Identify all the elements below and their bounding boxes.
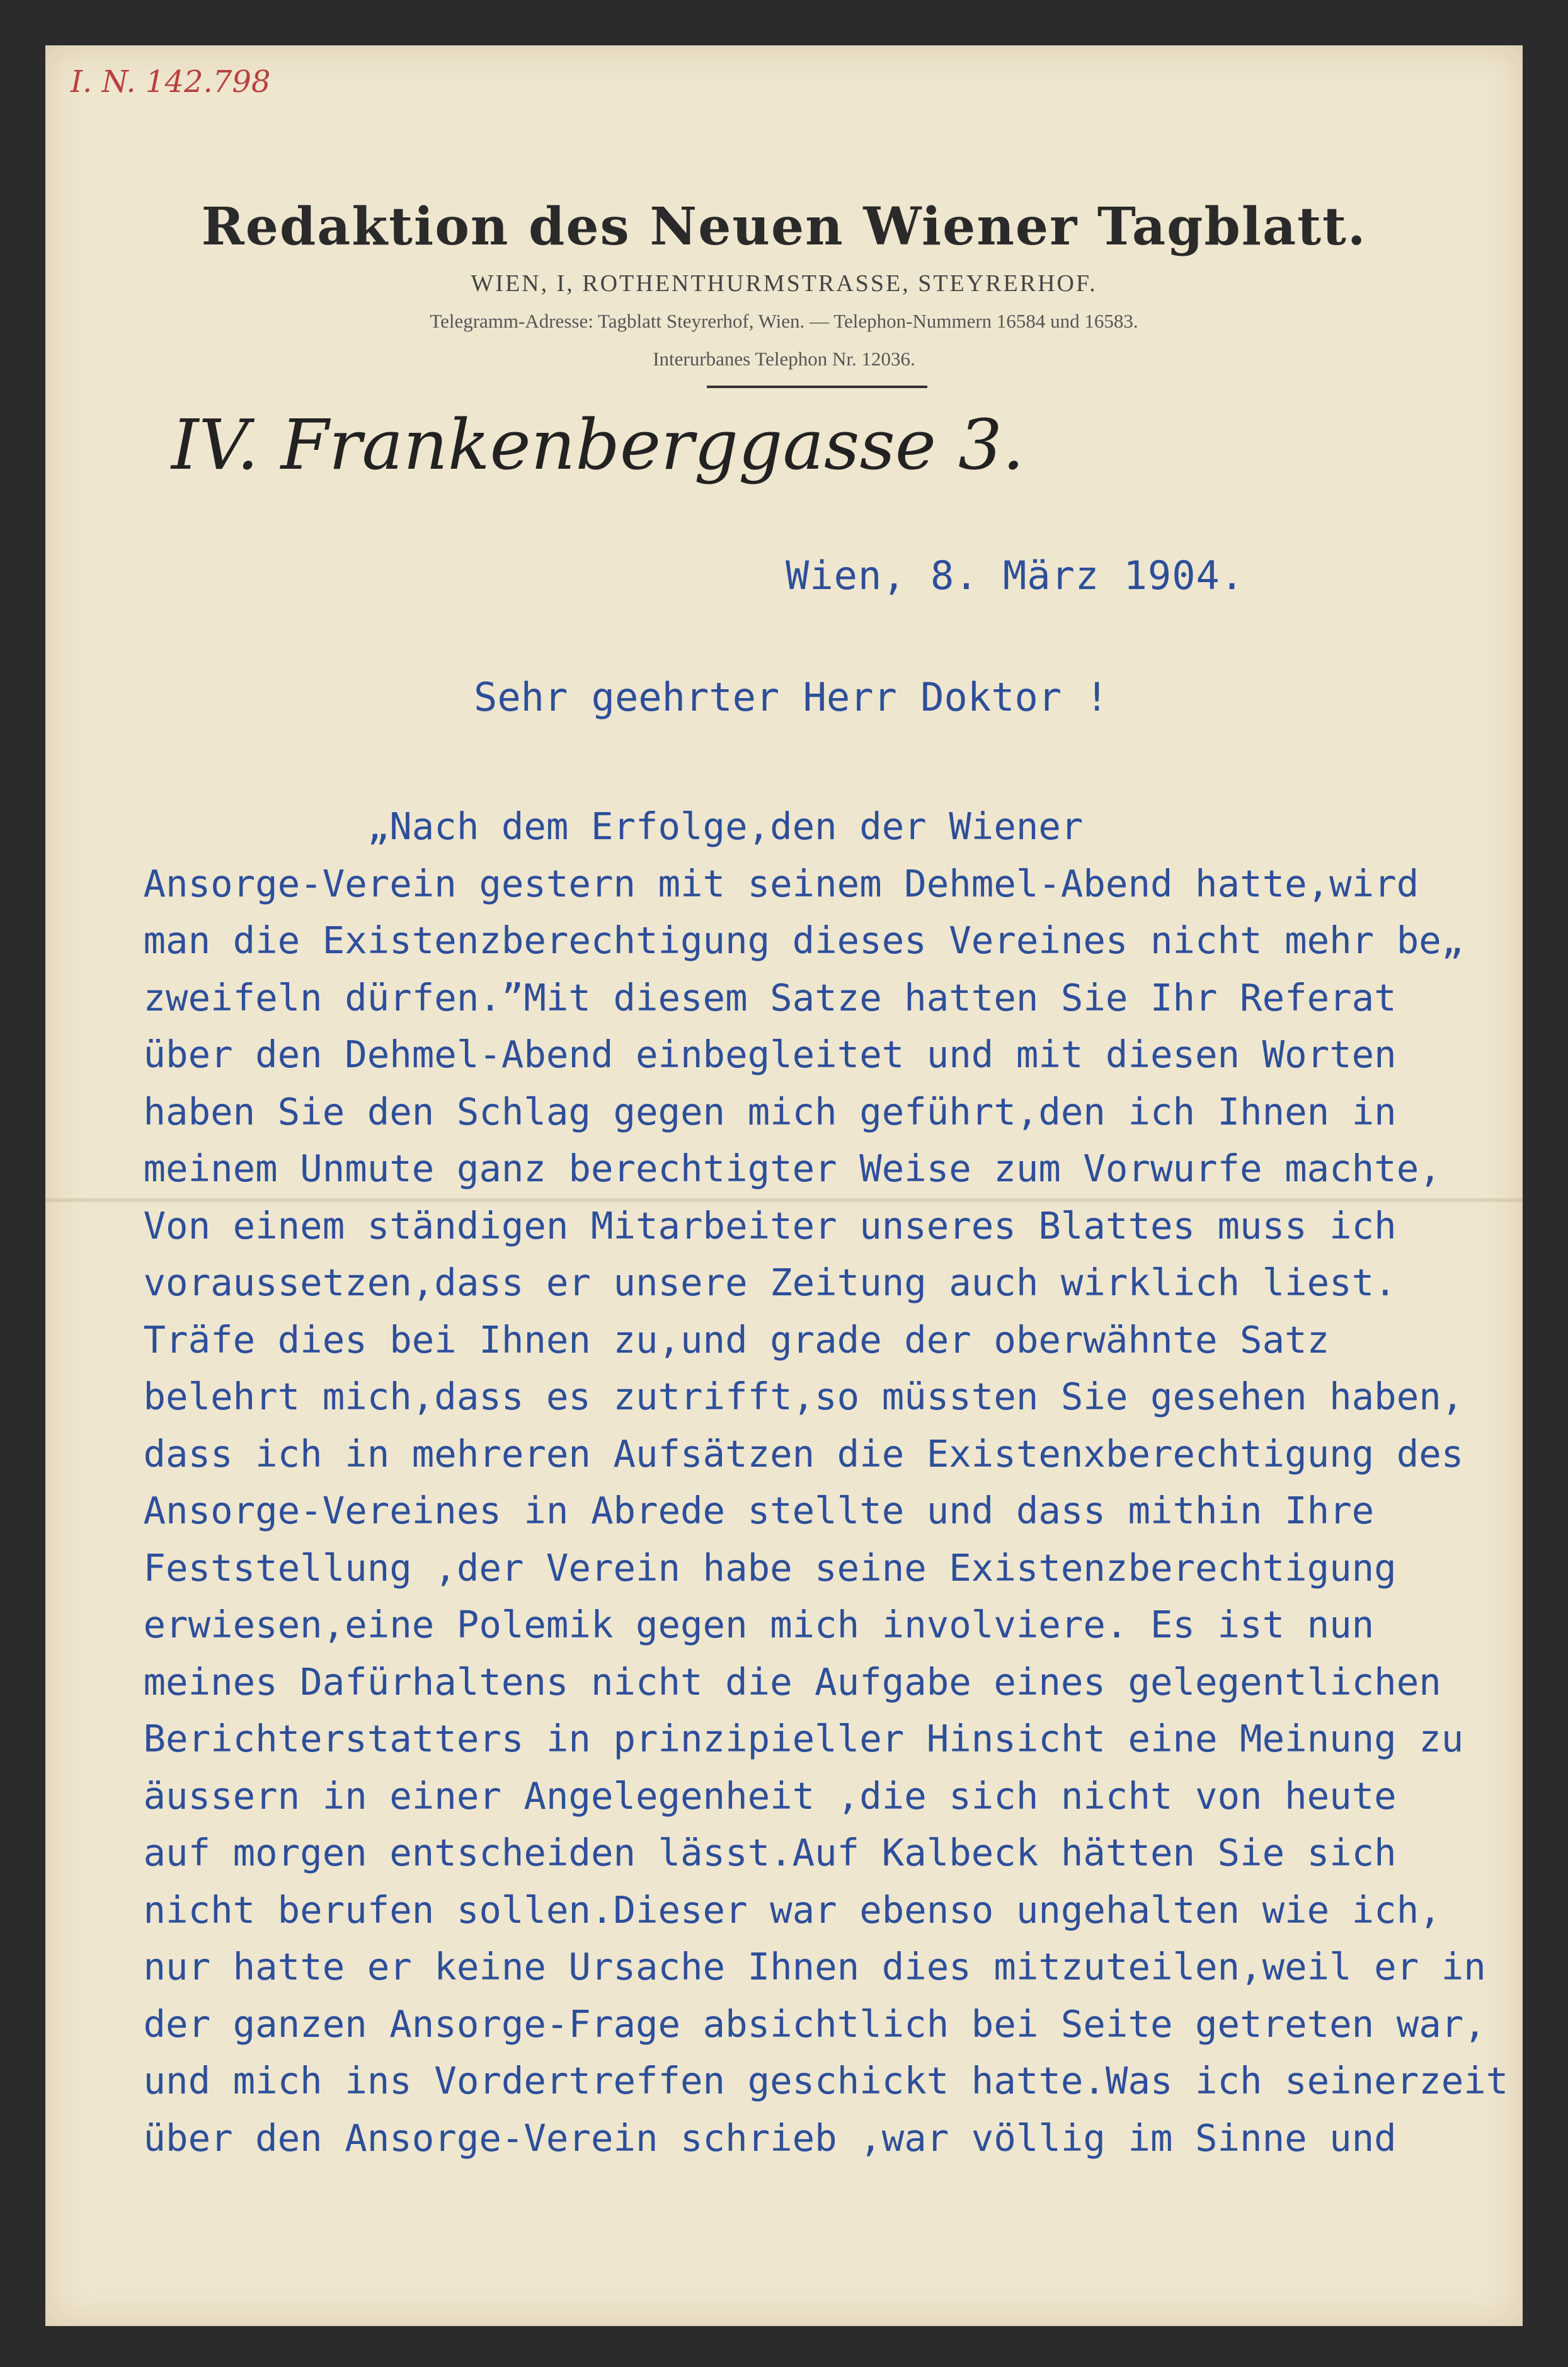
body-line: Ansorge-Verein gestern mit seinem Dehmel-Abend hatte,wird xyxy=(121,861,1419,905)
archive-mark: I. N. 142.798 xyxy=(71,64,271,100)
date-line: Wien, 8. März 1904. xyxy=(786,553,1245,599)
body-line: äussern in einer Angelegenheit ,die sich nicht von heute xyxy=(121,1774,1397,1818)
letterhead-title: Redaktion des Neuen Wiener Tagblatt. xyxy=(201,197,1367,257)
letter-page xyxy=(45,45,1523,2326)
body-line: meines Dafürhaltens nicht die Aufgabe eines gelegentlichen xyxy=(121,1659,1441,1704)
body-line: über den Dehmel-Abend einbegleitet und mit diesen Worten xyxy=(121,1033,1397,1076)
body-line: nicht berufen sollen.Dieser war ebenso ungehalten wie ich, xyxy=(121,1888,1441,1932)
body-line: der ganzen Ansorge-Frage absichtlich bei Seite getreten war, xyxy=(121,2002,1486,2046)
body-line: Berichterstatters in prinzipieller Hinsicht eine Meinung zu xyxy=(121,1717,1464,1760)
salutation: Sehr geehrter Herr Doktor ! xyxy=(474,674,1109,720)
body-line: nur hatte er keine Ursache Ihnen dies mitzuteilen,weil er in xyxy=(121,1945,1486,1988)
body-line: Träfe dies bei Ihnen zu,und grade der oberwähnte Satz xyxy=(121,1317,1330,1361)
body-line: dass ich in mehreren Aufsätzen die Existenxberechtigung des xyxy=(121,1431,1464,1476)
letter-body xyxy=(121,798,1508,2167)
body-line: Von einem ständigen Mitarbeiter unseres Blattes muss ich xyxy=(121,1203,1397,1247)
body-line: man die Existenzberechtigung dieses Vereines nicht mehr be„ xyxy=(121,919,1464,962)
body-line: auf morgen entscheiden lässt.Auf Kalbeck hätten Sie sich xyxy=(121,1831,1397,1874)
body-line: meinem Unmute ganz berechtigter Weise zum Vorwurfe machte, xyxy=(121,1147,1441,1190)
body-line: voraussetzen,dass er unsere Zeitung auch wirklich liest. xyxy=(121,1261,1397,1304)
body-line: Feststellung ,der Verein habe seine Existenzberechtigung xyxy=(121,1545,1397,1590)
body-line: haben Sie den Schlag gegen mich geführt,den ich Ihnen in xyxy=(121,1089,1397,1133)
body-line: und mich ins Vordertreffen geschickt hatte.Was ich seinerzeit xyxy=(121,2059,1509,2102)
body-line: belehrt mich,dass es zutrifft,so müssten Sie gesehen haben, xyxy=(121,1375,1464,1418)
letterhead-address: WIEN, I, ROTHENTHURMSTRASSE, STEYRERHOF. xyxy=(471,270,1097,297)
body-line: erwiesen,eine Polemik gegen mich involviere. Es ist nun xyxy=(121,1603,1375,1646)
letterhead-contacts: Telegramm-Adresse: Tagblatt Steyrerhof, Wien. — Telephon-Nummern 16584 und 16583. xyxy=(430,310,1138,332)
body-line: über den Ansorge-Verein schrieb ,war völlig im Sinne und xyxy=(121,2116,1397,2160)
handwritten-address: IV. Frankenberggasse 3. xyxy=(171,404,1024,485)
handwritten-underline xyxy=(707,386,927,388)
body-line: „Nach dem Erfolge,den der Wiener xyxy=(121,805,1084,848)
letterhead-interurban: Interurbanes Telephon Nr. 12036. xyxy=(653,348,915,370)
body-line: Ansorge-Vereines in Abrede stellte und dass mithin Ihre xyxy=(121,1489,1375,1532)
body-line: zweifeln dürfen.”Mit diesem Satze hatten Sie Ihr Referat xyxy=(121,975,1397,1019)
